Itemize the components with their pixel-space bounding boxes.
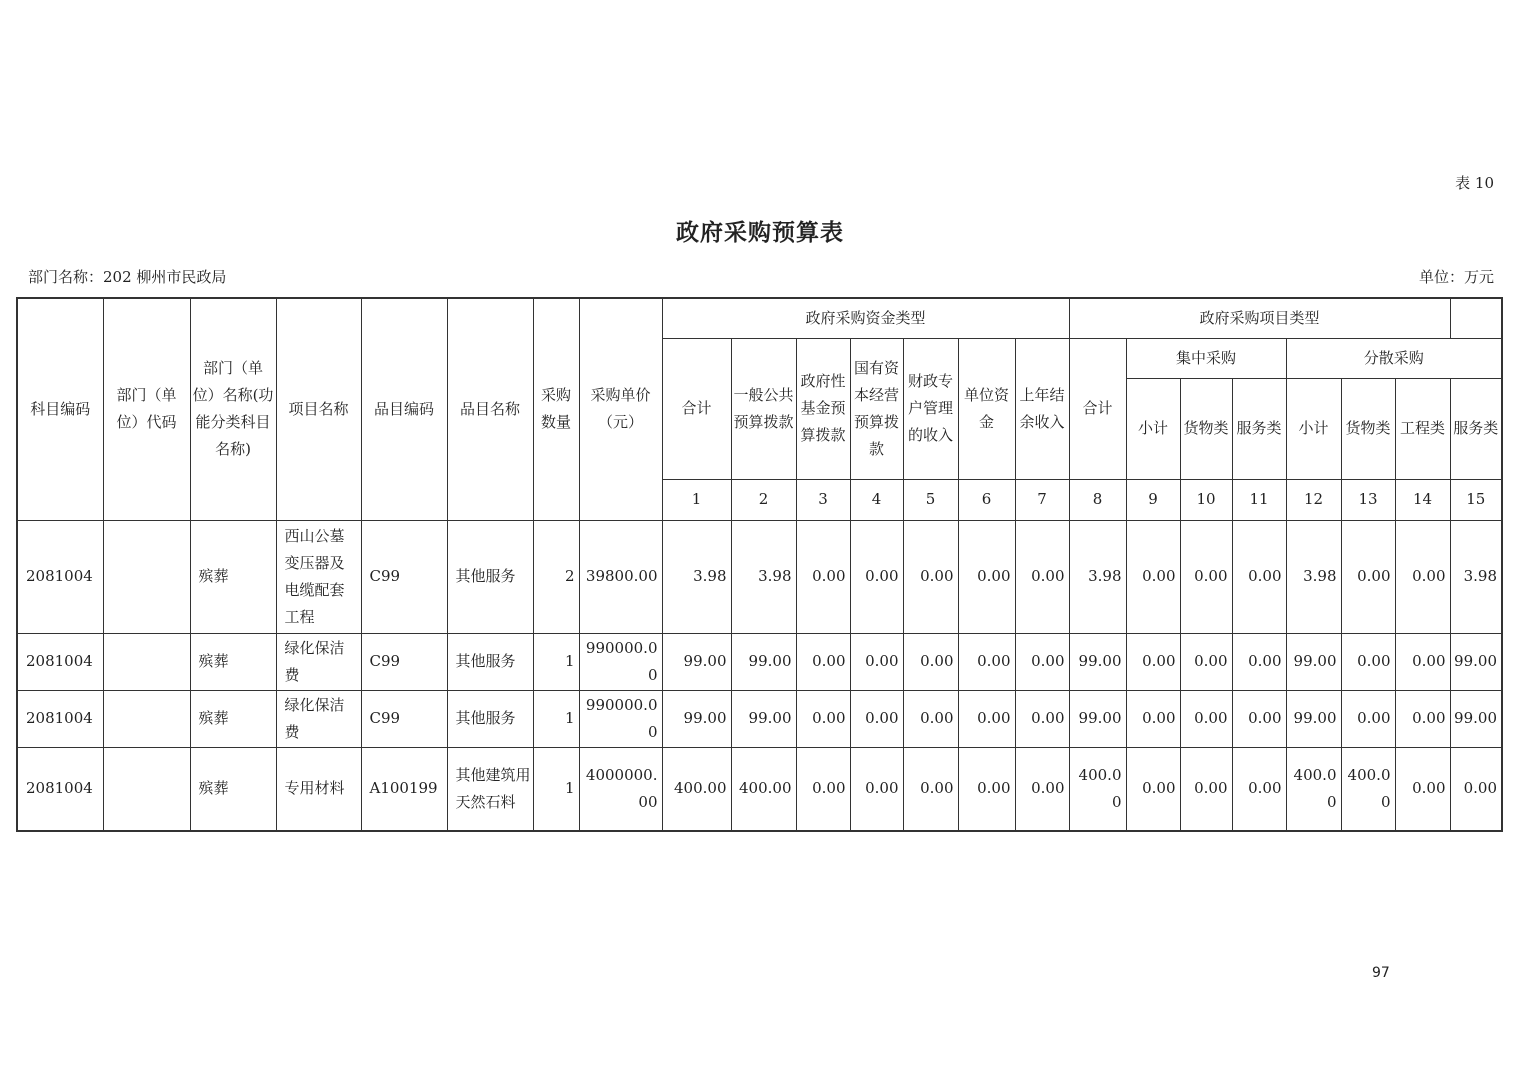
cell-unit-price: 39800.00 [579, 520, 662, 633]
cell-value: 99.00 [1069, 690, 1126, 747]
cell-value: 0.00 [1015, 633, 1069, 690]
cell-quantity: 1 [533, 690, 579, 747]
header-d-service: 服务类 [1450, 378, 1502, 479]
header-central: 集中采购 [1126, 338, 1286, 378]
cell-value: 0.00 [850, 633, 903, 690]
cell-value: 0.00 [1395, 747, 1450, 831]
col-number: 5 [903, 479, 958, 520]
cell-quantity: 1 [533, 747, 579, 831]
cell-value: 0.00 [1232, 633, 1286, 690]
cell-subject-code: 2081004 [17, 690, 103, 747]
col-number: 11 [1232, 479, 1286, 520]
cell-unit-price: 990000.00 [579, 690, 662, 747]
page-number: 97 [1372, 965, 1390, 981]
cell-value: 0.00 [1180, 747, 1232, 831]
header-state-capital: 国有资本经营预算拨款 [850, 338, 903, 479]
cell-value: 99.00 [662, 690, 731, 747]
cell-subject-code: 2081004 [17, 520, 103, 633]
unit-label: 单位：万元 [1418, 268, 1494, 286]
cell-dept-code [103, 633, 190, 690]
cell-value: 0.00 [796, 520, 850, 633]
header-item-name: 品目名称 [447, 298, 533, 520]
cell-value: 400.00 [1286, 747, 1341, 831]
cell-item-name: 其他服务 [447, 690, 533, 747]
cell-value: 0.00 [1341, 520, 1395, 633]
cell-value: 0.00 [1126, 747, 1180, 831]
col-number: 12 [1286, 479, 1341, 520]
cell-value: 0.00 [1341, 633, 1395, 690]
header-dept-code: 部门（单位）代码 [103, 298, 190, 520]
table-number: 表 10 [1455, 174, 1494, 192]
cell-item-name: 其他服务 [447, 520, 533, 633]
cell-value: 0.00 [903, 520, 958, 633]
cell-value: 99.00 [1450, 690, 1502, 747]
header-d-goods: 货物类 [1341, 378, 1395, 479]
cell-item-name: 其他建筑用天然石料 [447, 747, 533, 831]
cell-value: 0.00 [958, 690, 1015, 747]
cell-value: 0.00 [850, 520, 903, 633]
header-fund-total: 合计 [662, 338, 731, 479]
col-number: 13 [1341, 479, 1395, 520]
cell-value: 99.00 [731, 633, 796, 690]
header-c-subtotal: 小计 [1126, 378, 1180, 479]
cell-quantity: 1 [533, 633, 579, 690]
cell-value: 0.00 [796, 690, 850, 747]
cell-dept-name: 殡葬 [190, 520, 276, 633]
cell-item-code: C99 [361, 633, 447, 690]
cell-value: 3.98 [731, 520, 796, 633]
cell-dept-name: 殡葬 [190, 690, 276, 747]
cell-item-code: C99 [361, 690, 447, 747]
cell-value: 0.00 [1180, 690, 1232, 747]
col-number: 4 [850, 479, 903, 520]
header-project-type: 政府采购项目类型 [1069, 298, 1450, 338]
cell-value: 3.98 [662, 520, 731, 633]
cell-value: 0.00 [958, 747, 1015, 831]
header-c-goods: 货物类 [1180, 378, 1232, 479]
col-number: 7 [1015, 479, 1069, 520]
cell-dept-code [103, 747, 190, 831]
department-name: 部门名称：202 柳州市民政局 [28, 268, 227, 286]
header-dispersed: 分散采购 [1286, 338, 1502, 378]
cell-dept-code [103, 520, 190, 633]
cell-unit-price: 990000.00 [579, 633, 662, 690]
table-row [17, 520, 1502, 633]
header-fund-type: 政府采购资金类型 [662, 298, 1069, 338]
cell-value: 0.00 [903, 690, 958, 747]
cell-value: 400.00 [1069, 747, 1126, 831]
header-special-account: 财政专户管理的收入 [903, 338, 958, 479]
header-subject-code: 科目编码 [17, 298, 103, 520]
col-number: 2 [731, 479, 796, 520]
table-row [17, 633, 1502, 690]
cell-item-code: A100199 [361, 747, 447, 831]
cell-project-name: 绿化保洁费 [276, 690, 361, 747]
cell-value: 0.00 [1395, 520, 1450, 633]
header-c-service: 服务类 [1232, 378, 1286, 479]
cell-value: 0.00 [1232, 747, 1286, 831]
cell-dept-name: 殡葬 [190, 633, 276, 690]
cell-value: 0.00 [958, 633, 1015, 690]
cell-value: 0.00 [1180, 520, 1232, 633]
cell-value: 0.00 [1126, 690, 1180, 747]
header-d-subtotal: 小计 [1286, 378, 1341, 479]
table-row [17, 747, 1502, 831]
cell-value: 0.00 [796, 633, 850, 690]
header-gov-fund: 政府性基金预算拨款 [796, 338, 850, 479]
cell-value: 0.00 [903, 747, 958, 831]
cell-subject-code: 2081004 [17, 747, 103, 831]
cell-value: 400.00 [1341, 747, 1395, 831]
col-number: 15 [1450, 479, 1502, 520]
cell-item-name: 其他服务 [447, 633, 533, 690]
header-general-budget: 一般公共预算拨款 [731, 338, 796, 479]
col-number: 3 [796, 479, 850, 520]
cell-value: 0.00 [958, 520, 1015, 633]
cell-subject-code: 2081004 [17, 633, 103, 690]
cell-project-name: 西山公墓变压器及电缆配套工程 [276, 520, 361, 633]
cell-value: 3.98 [1450, 520, 1502, 633]
cell-project-name: 绿化保洁费 [276, 633, 361, 690]
cell-value: 99.00 [662, 633, 731, 690]
cell-value: 0.00 [1180, 633, 1232, 690]
cell-value: 400.00 [662, 747, 731, 831]
header-d-works: 工程类 [1395, 378, 1450, 479]
header-dept-name: 部门（单位）名称(功能分类科目名称) [190, 298, 276, 520]
cell-dept-code [103, 690, 190, 747]
col-number: 1 [662, 479, 731, 520]
cell-value: 99.00 [1450, 633, 1502, 690]
cell-value: 0.00 [1341, 690, 1395, 747]
cell-value: 0.00 [1015, 520, 1069, 633]
header-unit-price: 采购单价（元） [579, 298, 662, 520]
cell-value: 0.00 [1126, 520, 1180, 633]
table-row [17, 690, 1502, 747]
cell-value: 99.00 [1286, 690, 1341, 747]
procurement-budget-table [16, 297, 1503, 832]
cell-project-name: 专用材料 [276, 747, 361, 831]
header-item-code: 品目编码 [361, 298, 447, 520]
header-quantity: 采购数量 [533, 298, 579, 520]
header-unit-fund: 单位资金 [958, 338, 1015, 479]
cell-value: 0.00 [1395, 690, 1450, 747]
cell-value: 0.00 [796, 747, 850, 831]
cell-value: 0.00 [850, 690, 903, 747]
cell-value: 3.98 [1069, 520, 1126, 633]
cell-value: 0.00 [1395, 633, 1450, 690]
cell-value: 0.00 [1126, 633, 1180, 690]
cell-value: 0.00 [850, 747, 903, 831]
cell-value: 0.00 [1232, 690, 1286, 747]
col-number: 8 [1069, 479, 1126, 520]
header-proj-total: 合计 [1069, 338, 1126, 479]
page-title: 政府采购预算表 [676, 219, 844, 246]
cell-item-code: C99 [361, 520, 447, 633]
header-project-name: 项目名称 [276, 298, 361, 520]
col-number: 9 [1126, 479, 1180, 520]
cell-value: 99.00 [1069, 633, 1126, 690]
cell-value: 0.00 [903, 633, 958, 690]
cell-quantity: 2 [533, 520, 579, 633]
col-number: 10 [1180, 479, 1232, 520]
cell-value: 0.00 [1015, 747, 1069, 831]
header-carryover: 上年结余收入 [1015, 338, 1069, 479]
col-number: 14 [1395, 479, 1450, 520]
cell-dept-name: 殡葬 [190, 747, 276, 831]
cell-value: 400.00 [731, 747, 796, 831]
cell-value: 0.00 [1232, 520, 1286, 633]
cell-unit-price: 4000000.00 [579, 747, 662, 831]
cell-value: 0.00 [1450, 747, 1502, 831]
col-number: 6 [958, 479, 1015, 520]
cell-value: 3.98 [1286, 520, 1341, 633]
cell-value: 0.00 [1015, 690, 1069, 747]
cell-value: 99.00 [731, 690, 796, 747]
cell-value: 99.00 [1286, 633, 1341, 690]
